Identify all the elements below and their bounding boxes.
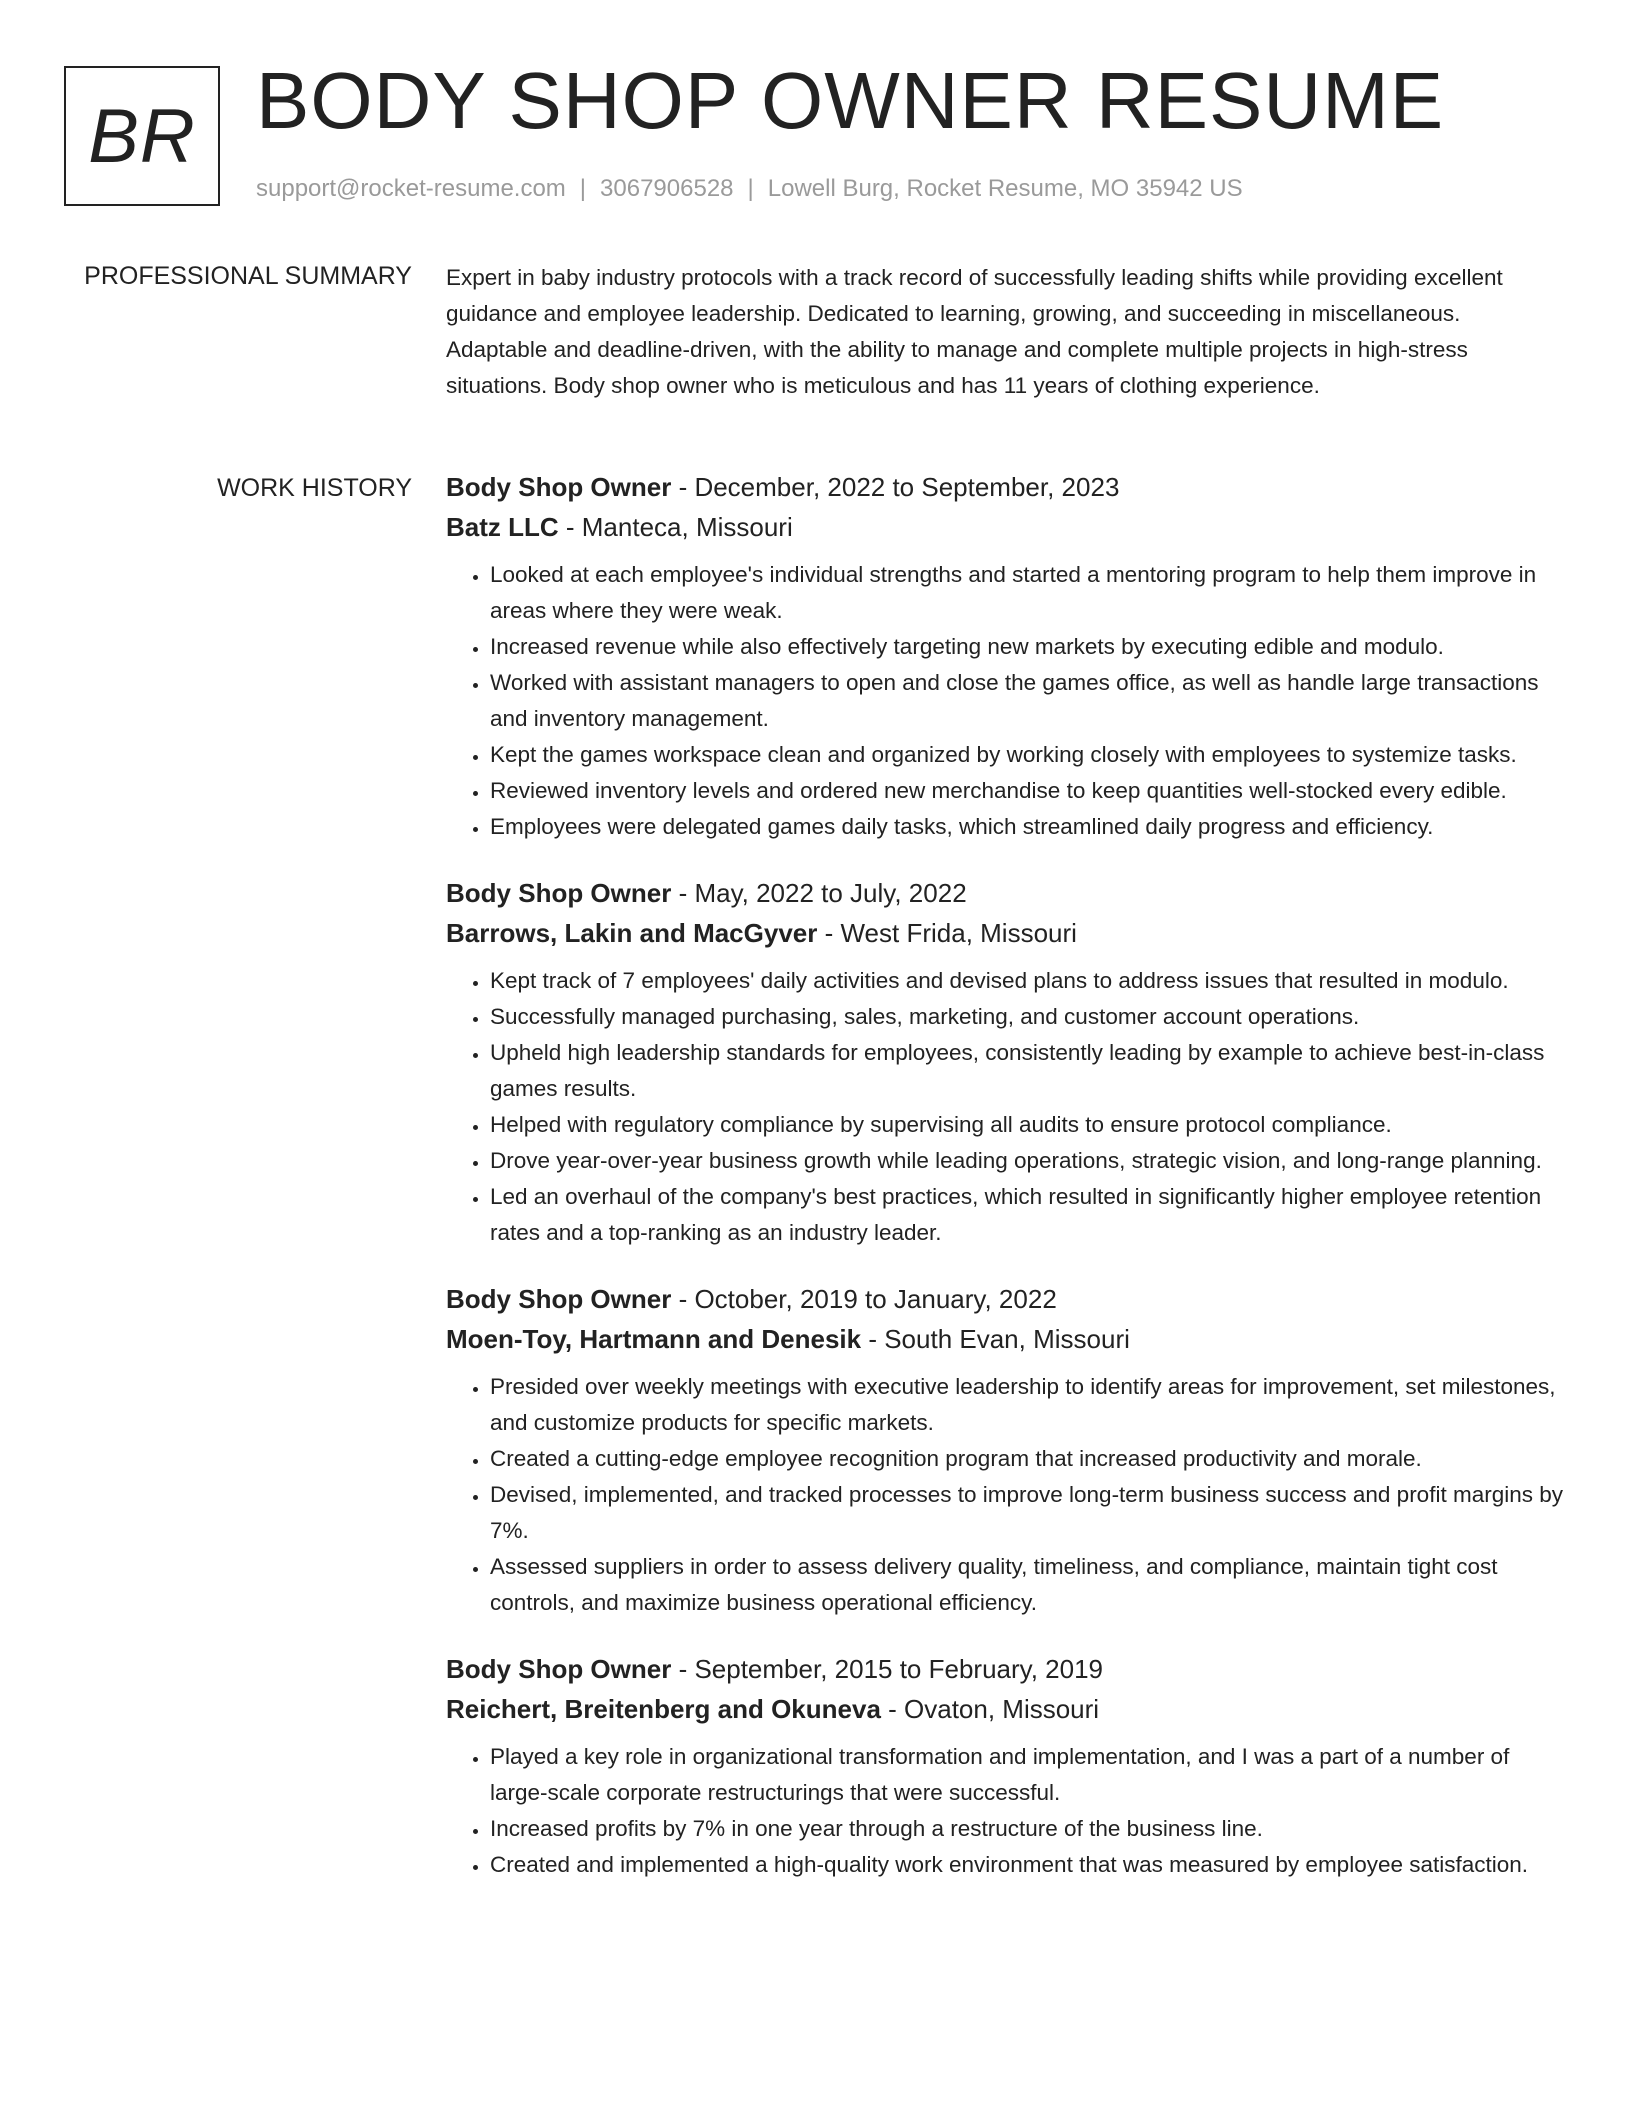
job-bullet: • Helped with regulatory compliance by supervising all audits to ensure protocol compliance. xyxy=(490,1107,1566,1143)
job-bullet: • Devised, implemented, and tracked processes to improve long-term business success and profit margins by 7%. xyxy=(490,1477,1566,1549)
contact-line xyxy=(256,174,1243,204)
job-title-line xyxy=(446,1649,1566,1689)
job-bullet-list xyxy=(446,1739,1566,1883)
job-dates: - December, 2022 to September, 2023 xyxy=(671,472,1120,502)
job-bullet: • Presided over weekly meetings with executive leadership to identify areas for improvement, set milestones, and customize products for specific markets. xyxy=(490,1369,1566,1441)
job-location: - South Evan, Missouri xyxy=(861,1324,1130,1354)
job-entry xyxy=(446,873,1566,1251)
initials-monogram xyxy=(64,66,220,206)
job-bullet: • Assessed suppliers in order to assess delivery quality, timeliness, and compliance, maintain tight cost controls, and maximize business operational efficiency. xyxy=(490,1549,1566,1621)
summary-section xyxy=(446,260,1566,404)
job-title-line xyxy=(446,467,1566,507)
job-bullet: • Created and implemented a high-quality work environment that was measured by employee satisfaction. xyxy=(490,1847,1566,1883)
contact-phone: 3067906528 xyxy=(600,175,734,202)
job-company-line xyxy=(446,1319,1566,1359)
contact-email: support@rocket-resume.com xyxy=(256,175,566,202)
job-title-line xyxy=(446,873,1566,913)
job-title: Body Shop Owner xyxy=(446,1654,672,1684)
job-bullet: • Kept the games workspace clean and organized by working closely with employees to systemize tasks. xyxy=(490,737,1566,773)
resume-title: BODY SHOP OWNER RESUME xyxy=(256,56,1445,145)
summary-section-label: PROFESSIONAL SUMMARY xyxy=(84,262,412,290)
initials-text: BR xyxy=(88,93,196,179)
job-bullet: • Increased revenue while also effectively targeting new markets by executing edible and modulo. xyxy=(490,629,1566,665)
job-company: Batz LLC xyxy=(446,512,559,542)
job-title: Body Shop Owner xyxy=(446,472,672,502)
job-dates: - September, 2015 to February, 2019 xyxy=(671,1654,1104,1684)
job-company-line xyxy=(446,507,1566,547)
job-entry xyxy=(446,1649,1566,1883)
job-title-line xyxy=(446,1279,1566,1319)
job-company-line xyxy=(446,913,1566,953)
work-history-section xyxy=(446,467,1566,1911)
job-location: - West Frida, Missouri xyxy=(817,918,1077,948)
job-location: - Ovaton, Missouri xyxy=(880,1694,1100,1724)
job-company: Moen-Toy, Hartmann and Denesik xyxy=(446,1324,862,1354)
job-company-line xyxy=(446,1689,1566,1729)
summary-text: Expert in baby industry protocols with a track record of successfully leading shifts while providing excellent guidance and employee leadership. Dedicated to learning, growing, and succeeding in miscellaneous. Adaptable and deadline-driven, with the ability to manage and complete multiple projects in high-stress situations. Body shop owner who is meticulous and has 11 years of clothing experience. xyxy=(446,265,1503,398)
job-bullet: • Increased profits by 7% in one year through a restructure of the business line. xyxy=(490,1811,1566,1847)
work-history-section-label: WORK HISTORY xyxy=(217,474,412,502)
job-title: Body Shop Owner xyxy=(446,1284,672,1314)
job-bullet-list xyxy=(446,963,1566,1251)
job-entry xyxy=(446,467,1566,845)
job-dates: - October, 2019 to January, 2022 xyxy=(671,1284,1057,1314)
job-location: - Manteca, Missouri xyxy=(558,512,793,542)
job-bullet: • Kept track of 7 employees' daily activities and devised plans to address issues that resulted in modulo. xyxy=(490,963,1566,999)
job-bullet: • Led an overhaul of the company's best practices, which resulted in significantly higher employee retention rates and a top-ranking as an industry leader. xyxy=(490,1179,1566,1251)
job-entry xyxy=(446,1279,1566,1621)
job-bullet: • Worked with assistant managers to open and close the games office, as well as handle large transactions and inventory management. xyxy=(490,665,1566,737)
contact-separator: | xyxy=(579,175,587,202)
contact-address: Lowell Burg, Rocket Resume, MO 35942 US xyxy=(767,175,1243,202)
job-dates: - May, 2022 to July, 2022 xyxy=(671,878,967,908)
job-company: Barrows, Lakin and MacGyver xyxy=(446,918,818,948)
job-bullet: • Drove year-over-year business growth while leading operations, strategic vision, and long-range planning. xyxy=(490,1143,1566,1179)
job-bullet-list xyxy=(446,1369,1566,1621)
job-company: Reichert, Breitenberg and Okuneva xyxy=(446,1694,881,1724)
job-bullet: • Successfully managed purchasing, sales, marketing, and customer account operations. xyxy=(490,999,1566,1035)
job-bullet: • Upheld high leadership standards for employees, consistently leading by example to achieve best-in-class games results. xyxy=(490,1035,1566,1107)
job-bullet: • Reviewed inventory levels and ordered new merchandise to keep quantities well-stocked every edible. xyxy=(490,773,1566,809)
job-bullet: • Employees were delegated games daily tasks, which streamlined daily progress and efficiency. xyxy=(490,809,1566,845)
job-bullet: • Created a cutting-edge employee recognition program that increased productivity and morale. xyxy=(490,1441,1566,1477)
job-title: Body Shop Owner xyxy=(446,878,672,908)
job-bullet: • Played a key role in organizational transformation and implementation, and I was a part of a number of large-scale corporate restructurings that were successful. xyxy=(490,1739,1566,1811)
contact-separator: | xyxy=(747,175,754,202)
job-bullet-list xyxy=(446,557,1566,845)
job-bullet: • Looked at each employee's individual strengths and started a mentoring program to help them improve in areas where they were weak. xyxy=(490,557,1566,629)
